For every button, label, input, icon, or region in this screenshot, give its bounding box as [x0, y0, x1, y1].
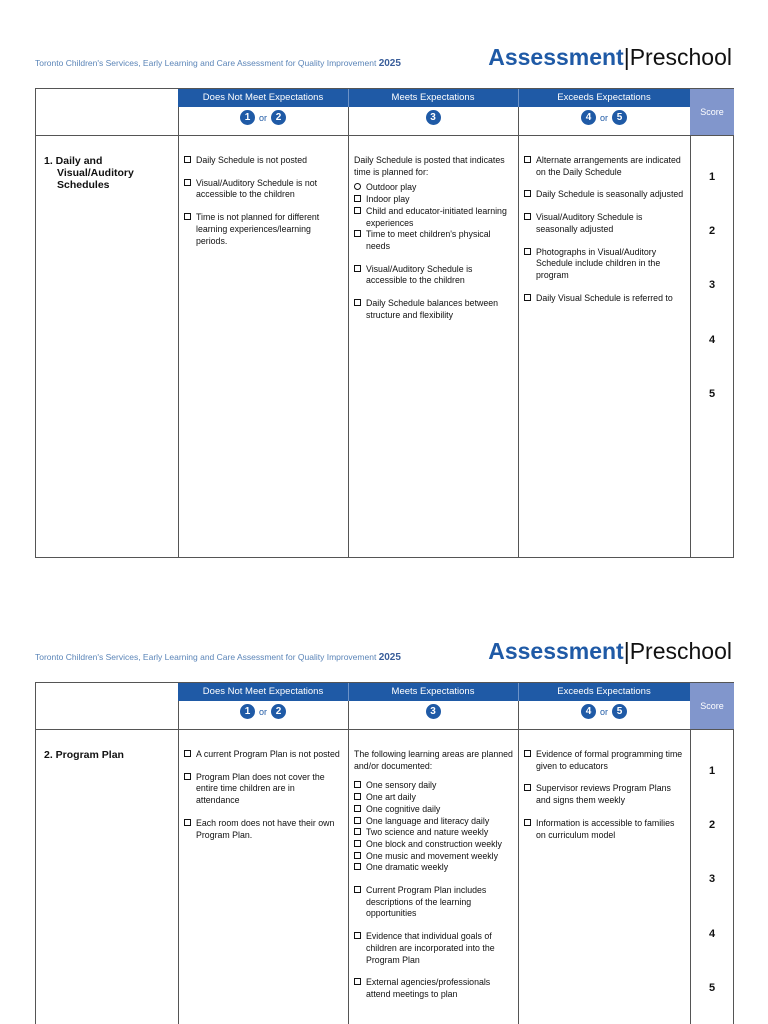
level-1-or-2	[178, 110, 348, 132]
topic-title: 1. Daily and Visual/Auditory Schedules	[44, 155, 134, 191]
topic-title: 2. Program Plan	[44, 749, 124, 761]
checkbox-item[interactable]: Daily Schedule is not posted	[184, 155, 340, 167]
header-subtitle: Toronto Children's Services, Early Learning and Care Assessment for Quality Improvement 2025	[35, 652, 401, 663]
level-3	[348, 110, 518, 132]
checkbox-icon[interactable]	[354, 195, 361, 202]
checkbox-item[interactable]: Daily Schedule is seasonally adjusted	[524, 189, 686, 201]
checkbox-item[interactable]: Time to meet children's physical needs	[354, 229, 514, 252]
score-option-3[interactable]: 3	[708, 279, 716, 291]
checkbox-icon[interactable]	[354, 207, 361, 214]
level-3	[348, 704, 518, 726]
meets-criteria	[354, 749, 514, 1012]
expectation-header-band	[178, 683, 690, 701]
title-separator: |	[623, 44, 630, 70]
title-rest: Preschool	[629, 44, 732, 70]
level-two-icon: 2	[271, 110, 286, 125]
score-option-4[interactable]: 4	[708, 334, 716, 346]
exceeds-criteria	[524, 155, 686, 315]
checkbox-item[interactable]: Current Program Plan includes descriptions of the learning opportunities	[354, 885, 514, 920]
checkbox-item[interactable]: Two science and nature weekly	[354, 827, 514, 839]
level-three-icon: 3	[426, 704, 441, 719]
header-not-meet: Does Not Meet Expectations	[202, 686, 324, 697]
header-year: 2025	[378, 652, 401, 663]
header-subtitle: Toronto Children's Services, Early Learning and Care Assessment for Quality Improvement 2025	[35, 58, 401, 69]
header-year: 2025	[378, 58, 401, 69]
checkbox-item[interactable]: Time is not planned for different learning experiences/learning periods.	[184, 212, 340, 247]
score-option-5[interactable]: 5	[708, 388, 716, 400]
checkbox-icon[interactable]	[354, 781, 361, 788]
score-option-4[interactable]: 4	[708, 928, 716, 940]
score-column	[690, 683, 735, 1024]
checkbox-icon[interactable]	[524, 784, 531, 791]
checkbox-item[interactable]: Daily Visual Schedule is referred to	[524, 293, 686, 305]
checkbox-icon[interactable]	[354, 828, 361, 835]
level-three-icon: 3	[426, 110, 441, 125]
score-option-2[interactable]: 2	[708, 225, 716, 237]
meets-intro: The following learning areas are planned and/or documented:	[354, 749, 513, 771]
checkbox-item[interactable]: One art daily	[354, 792, 514, 804]
checkbox-icon[interactable]	[354, 265, 361, 272]
checkbox-icon[interactable]	[524, 819, 531, 826]
checkbox-icon[interactable]	[184, 773, 191, 780]
meets-criteria	[354, 155, 514, 332]
checkbox-item[interactable]: One cognitive daily	[354, 804, 514, 816]
checkbox-icon[interactable]	[524, 248, 531, 255]
score-option-2[interactable]: 2	[708, 819, 716, 831]
assessment-page-2	[0, 594, 768, 1024]
checkbox-icon[interactable]	[354, 817, 361, 824]
score-option-5[interactable]: 5	[708, 982, 716, 994]
exceeds-column	[518, 683, 691, 1024]
level-four-icon: 4	[581, 704, 596, 719]
checkbox-item[interactable]: Visual/Auditory Schedule is accessible to the children	[354, 264, 514, 287]
or-label: or	[599, 706, 608, 717]
level-4-or-5	[518, 704, 690, 726]
score-column	[690, 89, 735, 557]
checkbox-item[interactable]: Child and educator-initiated learning experiences	[354, 206, 514, 229]
checkbox-icon[interactable]	[184, 750, 191, 757]
title-bold: Assessment	[488, 638, 624, 664]
checkbox-item[interactable]: Alternate arrangements are indicated on the Daily Schedule	[524, 155, 686, 178]
score-option-1[interactable]: 1	[708, 765, 716, 777]
checkbox-icon[interactable]	[354, 852, 361, 859]
checkbox-item[interactable]: External agencies/professionals attend meetings to plan	[354, 977, 514, 1000]
assessment-table	[35, 88, 734, 558]
checkbox-icon[interactable]	[354, 886, 361, 893]
checkbox-item[interactable]: One music and movement weekly	[354, 851, 514, 863]
checkbox-item[interactable]: Visual/Auditory Schedule is seasonally adjusted	[524, 212, 686, 235]
title-bold: Assessment	[488, 44, 624, 70]
checkbox-item[interactable]: One block and construction weekly	[354, 839, 514, 851]
level-one-icon: 1	[240, 110, 255, 125]
checkbox-icon[interactable]	[524, 294, 531, 301]
checkbox-icon[interactable]	[184, 213, 191, 220]
checkbox-item[interactable]: Program Plan does not cover the entire time children are in attendance	[184, 772, 340, 807]
checkbox-item[interactable]: One dramatic weekly	[354, 862, 514, 874]
checkbox-item[interactable]: Evidence of formal programming time given to educators	[524, 749, 686, 772]
checkbox-item[interactable]: Evidence that individual goals of children are incorporated into the Program Plan	[354, 931, 514, 966]
checkbox-icon[interactable]	[524, 190, 531, 197]
header-not-meet: Does Not Meet Expectations	[202, 92, 324, 103]
checkbox-icon[interactable]	[354, 863, 361, 870]
radio-icon[interactable]	[354, 183, 361, 190]
checkbox-icon[interactable]	[184, 156, 191, 163]
or-label: or	[258, 112, 267, 123]
score-option-3[interactable]: 3	[708, 873, 716, 885]
level-four-icon: 4	[581, 110, 596, 125]
or-label: or	[599, 112, 608, 123]
checkbox-item[interactable]: One sensory daily	[354, 780, 514, 792]
checkbox-icon[interactable]	[354, 978, 361, 985]
topic-column	[36, 683, 178, 1024]
level-1-or-2	[178, 704, 348, 726]
checkbox-item[interactable]: Photographs in Visual/Auditory Schedule include children in the program	[524, 247, 686, 282]
checkbox-item[interactable]: Information is accessible to families on curriculum model	[524, 818, 686, 841]
header-title	[488, 640, 732, 663]
checkbox-item[interactable]: A current Program Plan is not posted	[184, 749, 340, 761]
checkbox-icon[interactable]	[184, 179, 191, 186]
checkbox-item[interactable]: Each room does not have their own Program Plan.	[184, 818, 340, 841]
level-one-icon: 1	[240, 704, 255, 719]
checkbox-icon[interactable]	[354, 230, 361, 237]
exceeds-criteria	[524, 749, 686, 852]
header-meets: Meets Expectations	[391, 92, 475, 103]
checkbox-icon[interactable]	[524, 213, 531, 220]
title-separator: |	[623, 638, 630, 664]
header-meets: Meets Expectations	[391, 686, 475, 697]
checkbox-icon[interactable]	[524, 750, 531, 757]
level-two-icon: 2	[271, 704, 286, 719]
title-rest: Preschool	[629, 638, 732, 664]
meets-intro: Daily Schedule is posted that indicates time is planned for:	[354, 155, 505, 177]
not-meet-criteria	[184, 155, 340, 258]
checkbox-icon[interactable]	[184, 819, 191, 826]
score-option-1[interactable]: 1	[708, 171, 716, 183]
checkbox-icon[interactable]	[354, 793, 361, 800]
header-score: Score	[690, 683, 734, 729]
checkbox-item[interactable]: Supervisor reviews Program Plans and signs them weekly	[524, 783, 686, 806]
level-five-icon: 5	[612, 704, 627, 719]
checkbox-item[interactable]: Indoor play	[354, 194, 514, 206]
header-exceeds: Exceeds Expectations	[557, 92, 651, 103]
assessment-table	[35, 682, 734, 1024]
checkbox-icon[interactable]	[354, 932, 361, 939]
checkbox-item[interactable]: Visual/Auditory Schedule is not accessible to the children	[184, 178, 340, 201]
checkbox-icon[interactable]	[354, 805, 361, 812]
not-meet-column	[178, 683, 349, 1024]
header-score: Score	[690, 89, 734, 135]
expectation-header-band	[178, 89, 690, 107]
checkbox-icon[interactable]	[354, 840, 361, 847]
checkbox-item[interactable]: One language and literacy daily	[354, 816, 514, 828]
header-exceeds: Exceeds Expectations	[557, 686, 651, 697]
not-meet-criteria	[184, 749, 340, 852]
checkbox-item[interactable]: Daily Schedule balances between structure and flexibility	[354, 298, 514, 321]
header-title	[488, 46, 732, 69]
level-4-or-5	[518, 110, 690, 132]
radio-item[interactable]: Outdoor play	[354, 182, 514, 194]
checkbox-icon[interactable]	[354, 299, 361, 306]
level-five-icon: 5	[612, 110, 627, 125]
or-label: or	[258, 706, 267, 717]
checkbox-icon[interactable]	[524, 156, 531, 163]
